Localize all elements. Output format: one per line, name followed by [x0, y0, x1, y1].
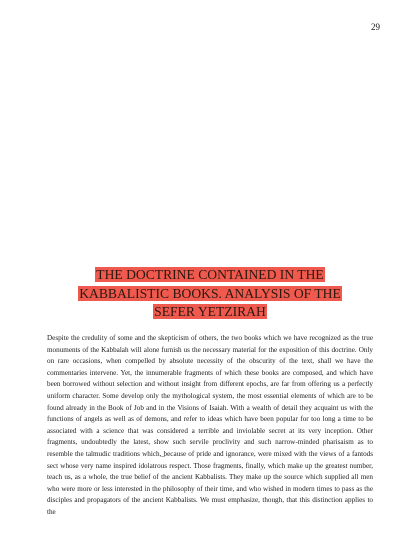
highlighted-heading-text: THE DOCTRINE CONTAINED IN THE — [96, 267, 324, 282]
body-paragraph: Despite the credulity of some and the skepticism of others, the two books which we have recognized as the true monuments of the Kabbalah will alone furnish us the necessary material for the exposition of this doctrine. Only on rare occasions, when compelled by absolute necessity of the obscurity of the text, shall we have the commentaries intervene. Yet, the innumerable fragments of which these books are composed, and which have been borrowed without selection and without insight from different epochs, are far from offering us a perfectly uniform character. Some develop only the mythological system, the most essential elements of which are to be found already in the Book of Job and in the Visions of Isaiah. With a wealth of detail they acquaint us with the functions of angels as well as of demons, and refer to ideas which have been popular for too long a time to be associated with a science that was considered a terrible and inviolable secret at its very inception. Other fragments, undoubtedly the latest, show such servile proclivity and such narrow-minded pharisaism as to resemble the talmudic traditions which, ̲because of pride and ignorance, were mixed with the views of a fantods sect whose very name inspired idolatrous respect. Those fragments, finally, which make up the greatest number, teach us, as a whole, the true belief of the ancient Kabbalists. They make up the source which supplied all men who were more or less interested in the philosophy of their time, and who wished in modern times to pass as the disciples and propagators of the ancient Kabbalists. We must emphasize, though, that this distinction applies to the — [47, 334, 373, 516]
page-number: 29 — [371, 22, 380, 32]
chapter-heading-line — [0, 303, 420, 322]
highlighted-heading-text: KABBALISTIC BOOKS. ANALYSIS OF THE — [79, 285, 341, 301]
chapter-heading-line — [0, 285, 420, 304]
highlighted-heading-text: SEFER YETZIRAH — [154, 304, 266, 319]
chapter-heading-line — [0, 266, 420, 285]
chapter-heading — [0, 266, 420, 322]
